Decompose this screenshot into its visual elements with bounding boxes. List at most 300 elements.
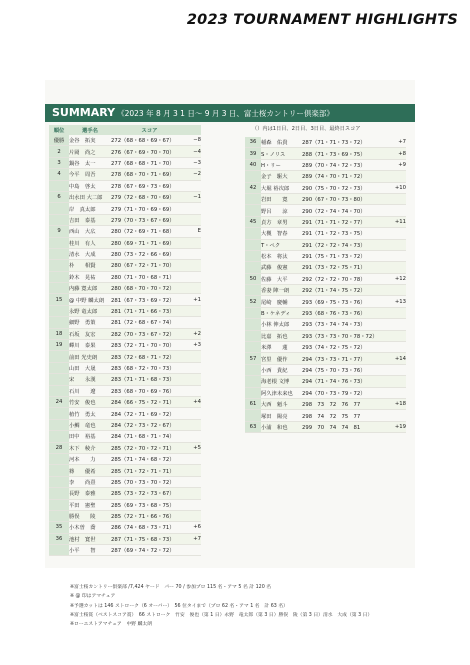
cell-name: 小平 智: [69, 545, 111, 556]
cell-topar: [387, 262, 406, 273]
table-row: [49, 237, 201, 248]
cell-score: 294（75・70・73・76）: [302, 364, 387, 375]
table-row: [49, 214, 201, 225]
cell-topar: E: [188, 226, 201, 237]
cell-name: 阿久津未来也: [261, 387, 302, 398]
page-title: 2023 TOURNAMENT HIGHLIGHTS: [186, 12, 458, 28]
score-note: （）内は1日目、2日目、3日目、最終日スコア: [252, 126, 361, 132]
cell-rank: 36: [245, 137, 261, 148]
cell-rank: [49, 431, 69, 442]
table-row: [49, 294, 201, 305]
cell-rank: [245, 342, 261, 353]
cell-rank: [245, 410, 261, 421]
cell-score: 283（68・72・70・73）: [111, 362, 188, 373]
summary-subtitle: 《2023 年 8 月 3 1 日〜 9 月 3 日、富士桜カントリー倶楽部》: [117, 109, 334, 118]
cell-topar: +1: [188, 294, 201, 305]
cell-rank: [49, 465, 69, 476]
table-row: [245, 159, 406, 170]
cell-topar: −3: [188, 157, 201, 168]
cell-topar: [188, 317, 201, 328]
table-row: [49, 248, 201, 259]
cell-name: 細野 勇策: [69, 317, 111, 328]
cell-name: 松本 将汰: [261, 250, 302, 261]
cell-topar: [387, 330, 406, 341]
cell-score: 280（71・70・68・71）: [111, 271, 188, 282]
table-row: [245, 216, 406, 227]
cell-name: 金谷 拓実: [69, 135, 111, 146]
cell-rank: [245, 171, 261, 182]
cell-score: 282（70・73・67・72）: [111, 328, 188, 339]
cell-name: 内藤 寛太郎: [69, 283, 111, 294]
cell-topar: [188, 271, 201, 282]
cell-name: 石坂 友宏: [69, 328, 111, 339]
cell-name: S・ノリス: [261, 148, 302, 159]
cell-rank: [49, 283, 69, 294]
cell-name: 宋 永漢: [69, 374, 111, 385]
cell-name: 塚田 陽亮: [261, 410, 302, 421]
table-row: [245, 353, 406, 364]
cell-topar: [188, 260, 201, 271]
cell-score: 277（68・68・71・70）: [111, 157, 188, 168]
cell-rank: 40: [245, 159, 261, 170]
cell-topar: [387, 364, 406, 375]
cell-name: 比嘉 拓也: [261, 330, 302, 341]
cell-score: 290（67・70・73・80）: [302, 193, 387, 204]
cell-name: 竹安 俊也: [69, 396, 111, 407]
cell-name: 長野 泰雅: [69, 488, 111, 499]
cell-score: 299 70 74 74 81: [302, 421, 387, 432]
cell-score: 285（72・71・66・76）: [111, 510, 188, 521]
cell-topar: [188, 453, 201, 464]
cell-name: 鈴木 晃祐: [69, 271, 111, 282]
cell-name: 西山 大広: [69, 226, 111, 237]
cell-topar: [188, 465, 201, 476]
cell-name: 植竹 勇太: [69, 408, 111, 419]
cell-score: 298 74 72 75 77: [302, 410, 387, 421]
cell-topar: −1: [188, 191, 201, 202]
cell-rank: 36: [49, 533, 69, 544]
table-row: [245, 319, 406, 330]
cell-name: 岸 真太郎: [69, 203, 111, 214]
table-row: [245, 421, 406, 432]
cell-rank: [245, 285, 261, 296]
cell-topar: +8: [387, 148, 406, 159]
cell-score: 272（68・68・69・67）: [111, 135, 188, 146]
cell-score: 284（72・71・69・72）: [111, 408, 188, 419]
cell-score: 289（74・70・71・72）: [302, 171, 387, 182]
table-row: [245, 273, 406, 284]
table-row: [245, 239, 406, 250]
cell-score: 279（71・70・69・69）: [111, 203, 188, 214]
cell-rank: [245, 193, 261, 204]
cell-name: 米澤 蓮: [261, 342, 302, 353]
cell-score: 279（70・73・67・69）: [111, 214, 188, 225]
table-row: [49, 362, 201, 373]
cell-name: 今平 周吾: [69, 169, 111, 180]
table-row: [49, 351, 201, 362]
table-row: [245, 342, 406, 353]
cell-name: H・リー: [261, 159, 302, 170]
cell-score: 278（67・69・73・69）: [111, 180, 188, 191]
table-row: [49, 510, 201, 521]
cell-name: 河本 力: [69, 453, 111, 464]
cell-topar: [188, 408, 201, 419]
table-row: [49, 476, 201, 487]
cell-name: 桂川 有人: [69, 237, 111, 248]
cell-score: 291（71・71・72・77）: [302, 216, 387, 227]
cell-rank: 35: [49, 522, 69, 533]
cell-topar: +10: [387, 182, 406, 193]
cell-rank: [49, 317, 69, 328]
footnote-line: ※予選カットは 146 ストローク（6 オーバー） 56 位タイまで（プロ 62 名・アマ 1 名 計 63 名）: [70, 603, 288, 609]
cell-score: 283（71・71・68・73）: [111, 374, 188, 385]
cell-rank: [245, 262, 261, 273]
cell-name: 小西 貴紀: [261, 364, 302, 375]
cell-name: 中島 啓太: [69, 180, 111, 191]
cell-name: 稲森 佑貴: [261, 137, 302, 148]
cell-topar: +9: [387, 159, 406, 170]
table-row: [49, 385, 201, 396]
cell-score: 280（67・72・71・70）: [111, 260, 188, 271]
cell-rank: 4: [49, 169, 69, 180]
cell-score: 276（67・69・70・70）: [111, 146, 188, 157]
cell-rank: 39: [245, 148, 261, 159]
cell-rank: [49, 385, 69, 396]
cell-rank: 9: [49, 226, 69, 237]
table-row: [49, 180, 201, 191]
cell-rank: [245, 228, 261, 239]
cell-topar: [387, 376, 406, 387]
cell-topar: −2: [188, 169, 201, 180]
table-row: [245, 262, 406, 273]
cell-name: T・ペク: [261, 239, 302, 250]
cell-score: 293（69・75・73・76）: [302, 296, 387, 307]
cell-rank: [49, 237, 69, 248]
cell-rank: [245, 205, 261, 216]
cell-rank: [49, 510, 69, 521]
cell-topar: +13: [387, 296, 406, 307]
cell-rank: 6: [49, 191, 69, 202]
cell-topar: +7: [188, 533, 201, 544]
cell-rank: [49, 214, 69, 225]
summary-title: [52, 106, 334, 119]
cell-rank: [245, 330, 261, 341]
cell-score: 290（72・74・74・70）: [302, 205, 387, 216]
cell-rank: [49, 305, 69, 316]
cell-topar: −4: [188, 146, 201, 157]
table-row: [49, 442, 201, 453]
table-row: [245, 193, 406, 204]
cell-name: 岩田 寛: [261, 193, 302, 204]
cell-topar: [387, 228, 406, 239]
cell-name: 池村 寛世: [69, 533, 111, 544]
table-row: [49, 203, 201, 214]
cell-rank: 57: [245, 353, 261, 364]
cell-rank: [49, 351, 69, 362]
table-row: [49, 340, 201, 351]
cell-rank: [49, 499, 69, 510]
cell-topar: [188, 237, 201, 248]
cell-rank: 24: [49, 396, 69, 407]
header-score: スコア: [111, 125, 188, 135]
table-row: [245, 376, 406, 387]
cell-score: 285（69・73・68・75）: [111, 499, 188, 510]
cell-topar: [188, 476, 201, 487]
cell-topar: [188, 248, 201, 259]
cell-topar: [188, 362, 201, 373]
cell-name: 山田 大晟: [69, 362, 111, 373]
cell-topar: +7: [387, 137, 406, 148]
cell-topar: [387, 307, 406, 318]
cell-name: 永野 竜太郎: [69, 305, 111, 316]
cell-score: 291（71・72・73・75）: [302, 228, 387, 239]
cell-topar: [188, 431, 201, 442]
cell-name: 朴 相賢: [69, 260, 111, 271]
cell-topar: +5: [188, 442, 201, 453]
table-row: [245, 387, 406, 398]
footnote-line: ※富士桜カントリー倶楽部 /7,424 ヤード パー 70 / 参加プロ 115 名・アマ 5 名 計 120 名: [70, 585, 272, 590]
table-row: [49, 157, 201, 168]
cell-topar: [188, 180, 201, 191]
table-row: [49, 191, 201, 202]
table-row: [245, 228, 406, 239]
header-rank: 順位: [49, 125, 69, 135]
cell-score: 289（70・74・72・73）: [302, 159, 387, 170]
cell-name: 小林 伸太郎: [261, 319, 302, 330]
cell-name: 篠 優希: [69, 465, 111, 476]
table-row: [245, 410, 406, 421]
cell-score: 286（74・68・73・71）: [111, 522, 188, 533]
cell-score: 284（71・68・71・74）: [111, 431, 188, 442]
cell-score: 281（67・73・69・72）: [111, 294, 188, 305]
cell-rank: [49, 476, 69, 487]
cell-score: 285（72・70・72・71）: [111, 442, 188, 453]
cell-rank: [49, 260, 69, 271]
cell-score: 294（73・73・71・77）: [302, 353, 387, 364]
cell-topar: +4: [188, 396, 201, 407]
cell-score: 293（73・74・74・73）: [302, 319, 387, 330]
cell-rank: 2: [49, 146, 69, 157]
cell-rank: 50: [245, 273, 261, 284]
cell-rank: [49, 203, 69, 214]
cell-score: 284（72・73・72・67）: [111, 419, 188, 430]
cell-name: 李 尚熹: [69, 476, 111, 487]
table-row: [49, 135, 201, 146]
cell-topar: −8: [188, 135, 201, 146]
cell-score: 279（72・68・70・69）: [111, 191, 188, 202]
cell-name: 大西 魁斗: [261, 398, 302, 409]
cell-topar: [188, 351, 201, 362]
table-row: [49, 169, 201, 180]
cell-score: 281（72・68・67・74）: [111, 317, 188, 328]
table-row: [245, 182, 406, 193]
cell-score: 285（70・73・70・72）: [111, 476, 188, 487]
cell-rank: [245, 307, 261, 318]
cell-rank: [49, 453, 69, 464]
table-row: [245, 296, 406, 307]
table-row: [49, 499, 201, 510]
cell-name: 田中 裕基: [69, 431, 111, 442]
cell-name: 武藤 俊憲: [261, 262, 302, 273]
cell-name: 勝俣 陵: [69, 510, 111, 521]
cell-rank: 優勝: [49, 135, 69, 146]
cell-score: 285（71・74・68・72）: [111, 453, 188, 464]
cell-topar: +6: [188, 522, 201, 533]
cell-score: 291（73・72・75・71）: [302, 262, 387, 273]
cell-score: 292（71・74・75・72）: [302, 285, 387, 296]
cell-topar: [188, 305, 201, 316]
cell-rank: [49, 362, 69, 373]
cell-score: 281（71・71・66・73）: [111, 305, 188, 316]
table-row: [49, 328, 201, 339]
cell-score: 298 73 72 76 77: [302, 398, 387, 409]
cell-name: 小浦 和也: [261, 421, 302, 432]
table-row: [49, 283, 201, 294]
cell-score: 293（68・76・73・76）: [302, 307, 387, 318]
cell-name: 大堀 裕次郎: [261, 182, 302, 193]
cell-rank: 3: [49, 157, 69, 168]
cell-topar: +12: [387, 273, 406, 284]
cell-score: 280（69・71・71・69）: [111, 237, 188, 248]
table-row: [49, 488, 201, 499]
cell-topar: [188, 488, 201, 499]
cell-name: @ 中野 麟太朗: [69, 294, 111, 305]
cell-score: 283（72・71・70・70）: [111, 340, 188, 351]
cell-topar: [188, 385, 201, 396]
table-row: [49, 545, 201, 556]
cell-topar: [188, 419, 201, 430]
cell-topar: +11: [387, 216, 406, 227]
table-header-row: [49, 125, 201, 135]
cell-topar: [387, 285, 406, 296]
header-topar: [188, 125, 201, 135]
table-row: [49, 146, 201, 157]
cell-rank: [49, 271, 69, 282]
cell-rank: [49, 180, 69, 191]
cell-score: 280（73・72・66・69）: [111, 248, 188, 259]
cell-name: 香妻 陣一朗: [261, 285, 302, 296]
cell-rank: 52: [245, 296, 261, 307]
cell-name: 石川 遼: [69, 385, 111, 396]
cell-name: 大槻 智春: [261, 228, 302, 239]
cell-name: 金子 駆大: [261, 171, 302, 182]
table-row: [49, 374, 201, 385]
cell-topar: [387, 239, 406, 250]
results-table-right: [245, 137, 406, 433]
cell-score: 292（72・72・70・78）: [302, 273, 387, 284]
cell-rank: [49, 545, 69, 556]
cell-topar: [387, 205, 406, 216]
cell-topar: [387, 250, 406, 261]
table-row: [245, 285, 406, 296]
table-row: [49, 431, 201, 442]
table-row: [49, 305, 201, 316]
cell-score: 285（71・72・71・71）: [111, 465, 188, 476]
table-row: [245, 307, 406, 318]
cell-topar: [188, 203, 201, 214]
table-row: [245, 330, 406, 341]
cell-topar: [387, 319, 406, 330]
summary-label: SUMMARY: [52, 106, 116, 119]
table-row: [49, 522, 201, 533]
cell-topar: +3: [188, 340, 201, 351]
cell-score: 287（71・75・68・73）: [111, 533, 188, 544]
cell-name: 小木曽 喬: [69, 522, 111, 533]
cell-name: 平田 憲聖: [69, 499, 111, 510]
cell-score: 290（75・70・72・73）: [302, 182, 387, 193]
cell-rank: 15: [49, 294, 69, 305]
table-row: [49, 226, 201, 237]
cell-topar: [188, 545, 201, 556]
footnote-line: ※ @ 印はアマチュア: [70, 594, 116, 600]
cell-rank: [49, 408, 69, 419]
cell-rank: 28: [49, 442, 69, 453]
cell-score: 283（68・70・69・76）: [111, 385, 188, 396]
cell-topar: [188, 374, 201, 385]
table-row: [49, 419, 201, 430]
header-name: 選手名: [69, 125, 111, 135]
cell-rank: 18: [49, 328, 69, 339]
cell-name: 小鯛 竜也: [69, 419, 111, 430]
cell-name: 海老根 文博: [261, 376, 302, 387]
cell-rank: [245, 376, 261, 387]
cell-name: 蟬川 泰果: [69, 340, 111, 351]
cell-rank: 42: [245, 182, 261, 193]
cell-name: 尾崎 慶輔: [261, 296, 302, 307]
cell-topar: +14: [387, 353, 406, 364]
table-row: [49, 271, 201, 282]
table-row: [49, 317, 201, 328]
cell-rank: [49, 374, 69, 385]
cell-rank: [245, 250, 261, 261]
cell-score: 294（70・73・79・72）: [302, 387, 387, 398]
cell-score: 294（71・74・76・73）: [302, 376, 387, 387]
cell-name: 佐藤 大平: [261, 273, 302, 284]
cell-rank: [245, 239, 261, 250]
cell-topar: +2: [188, 328, 201, 339]
cell-rank: 45: [245, 216, 261, 227]
table-row: [245, 205, 406, 216]
table-row: [49, 453, 201, 464]
cell-score: 284（66・75・72・71）: [111, 396, 188, 407]
cell-score: 283（72・68・71・72）: [111, 351, 188, 362]
table-row: [49, 396, 201, 407]
table-row: [49, 408, 201, 419]
cell-topar: [387, 193, 406, 204]
cell-topar: [188, 499, 201, 510]
cell-topar: [387, 342, 406, 353]
cell-rank: 61: [245, 398, 261, 409]
cell-name: 木下 稜介: [69, 442, 111, 453]
cell-topar: [188, 510, 201, 521]
cell-name: B・ケネディ: [261, 307, 302, 318]
cell-name: 前田 光史朗: [69, 351, 111, 362]
cell-rank: [245, 364, 261, 375]
table-row: [245, 250, 406, 261]
cell-rank: [49, 248, 69, 259]
cell-score: 287（71・71・73・72）: [302, 137, 387, 148]
cell-name: 宮里 優作: [261, 353, 302, 364]
cell-rank: [245, 319, 261, 330]
cell-topar: [387, 410, 406, 421]
cell-topar: +18: [387, 398, 406, 409]
table-row: [49, 260, 201, 271]
cell-rank: 63: [245, 421, 261, 432]
table-row: [245, 364, 406, 375]
cell-topar: [188, 214, 201, 225]
cell-rank: [49, 488, 69, 499]
footnote-line: ※ローエストアマチュア 中野 麟太朗: [70, 622, 153, 628]
